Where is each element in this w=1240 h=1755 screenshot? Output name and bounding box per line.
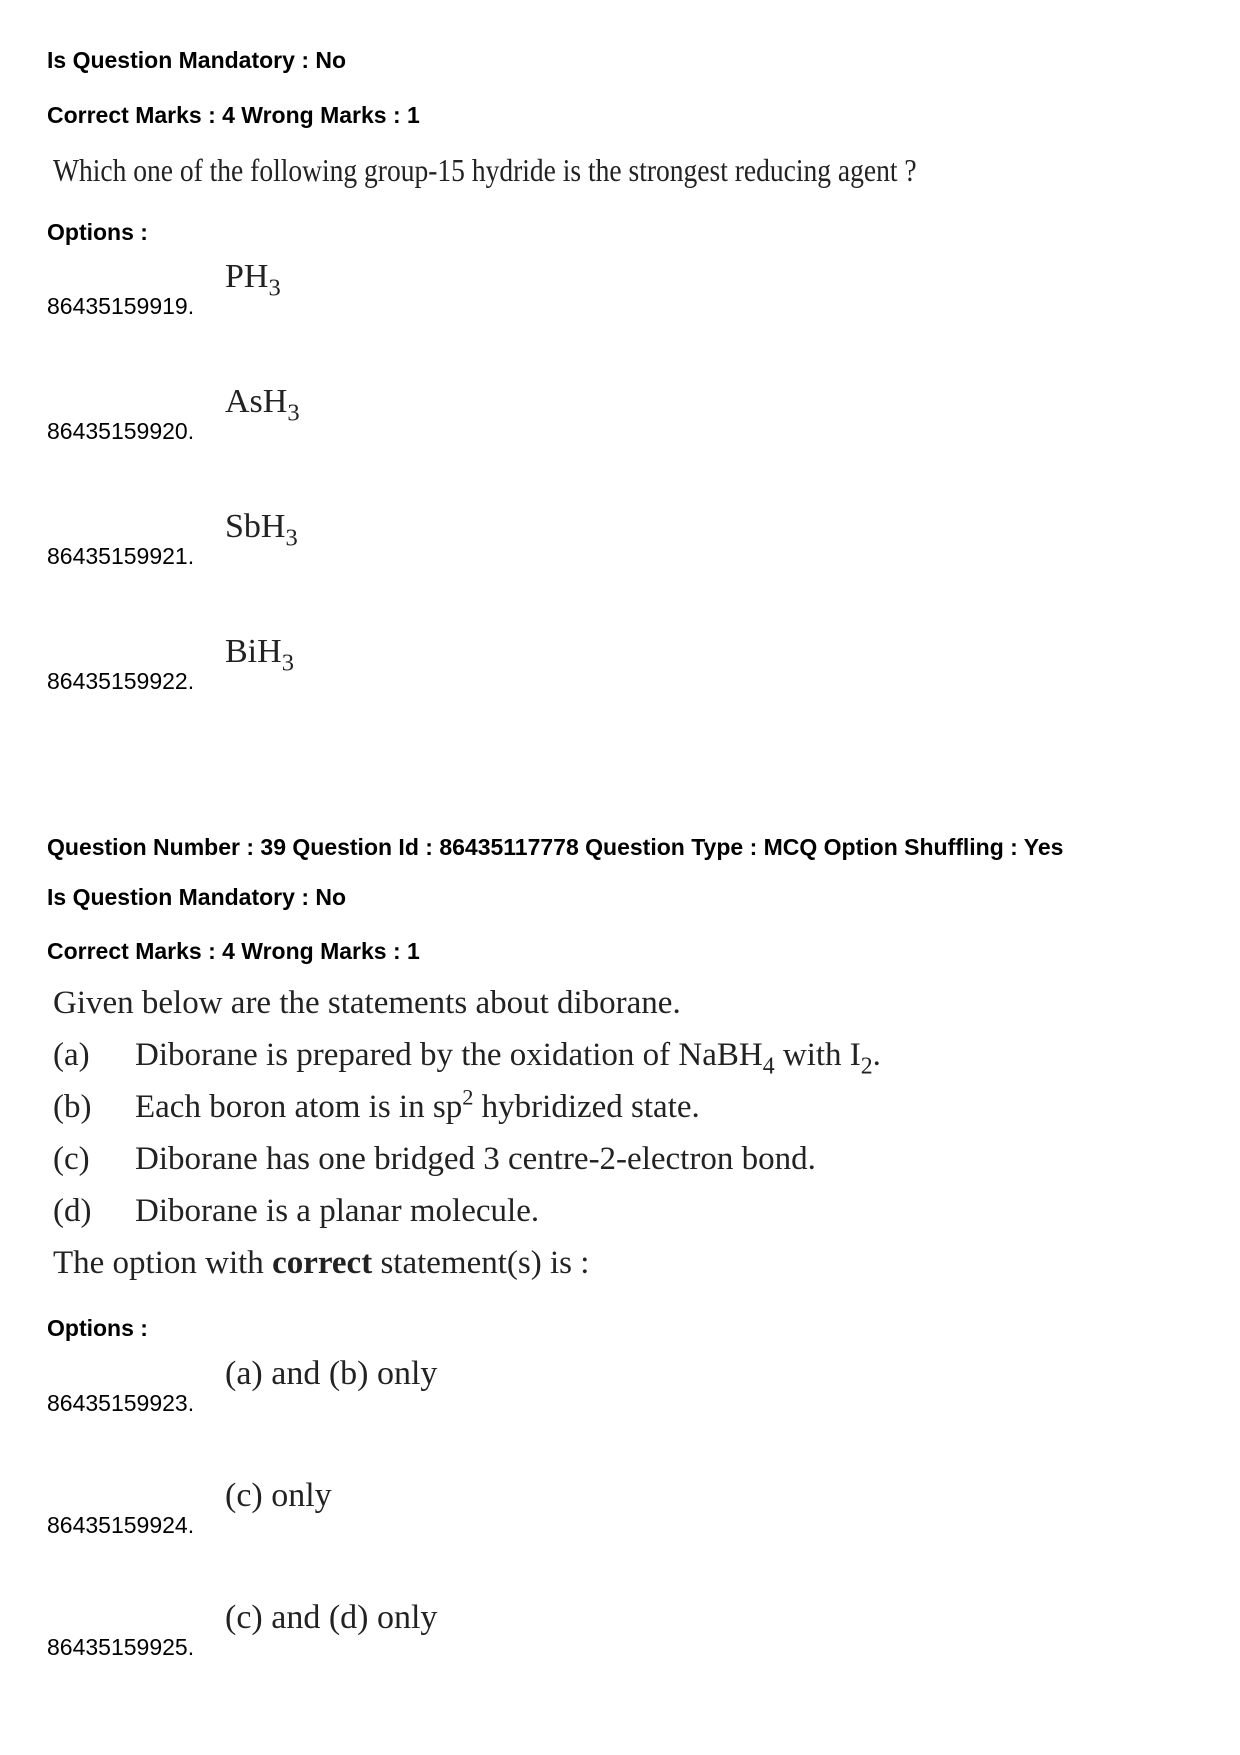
- q38-option-2[interactable]: AsH$_3$: [225, 383, 300, 427]
- q38-option-3[interactable]: SbH$_3$: [225, 508, 298, 552]
- q38-option-id-4: 86435159922.: [47, 668, 195, 694]
- q39-statement-d: (d) Diborane is a planar molecule.: [53, 1193, 540, 1229]
- q39-option-id-3: 86435159925.: [47, 1634, 195, 1660]
- q39-statement-a: (a) Diborane is prepared by the oxidation of NaBH$_4$ with $I_2$.: [53, 1037, 881, 1080]
- q38-mandatory: Is Question Mandatory : No: [47, 47, 347, 73]
- q38-question-text: Which one of the following group-15 hydride is the strongest reducing agent ?: [53, 152, 917, 188]
- q38-option-1[interactable]: $PH_3$: [225, 258, 281, 302]
- q39-intro: Given below are the statements about diborane.: [53, 985, 681, 1021]
- q38-option-4[interactable]: BiH$_3$: [225, 633, 294, 677]
- q39-option-2[interactable]: (c) only: [225, 1477, 332, 1514]
- q38-marks: Correct Marks : 4 Wrong Marks : 1: [47, 102, 420, 128]
- q38-options-label: Options :: [47, 219, 148, 245]
- q39-options-label: Options :: [47, 1315, 148, 1341]
- q38-option-id-1: 86435159919.: [47, 293, 195, 319]
- q39-prompt: The option with correct statement(s) is :: [53, 1245, 590, 1281]
- q38-option-id-3: 86435159921.: [47, 543, 195, 569]
- q39-option-id-1: 86435159923.: [47, 1390, 195, 1416]
- q39-option-3[interactable]: (c) and (d) only: [225, 1599, 438, 1636]
- q38-option-id-2: 86435159920.: [47, 418, 195, 444]
- q39-header: Question Number : 39 Question Id : 86435117778 Question Type : MCQ Option Shuffling : Yes: [47, 834, 1064, 860]
- q39-option-id-2: 86435159924.: [47, 1512, 195, 1538]
- q39-statement-c: (c) Diborane has one bridged 3 centre-2-electron bond.: [53, 1141, 816, 1177]
- q39-statement-b: (b) Each boron atom is in $sp^2$ hybridized state.: [53, 1084, 700, 1125]
- q39-option-1[interactable]: (a) and (b) only: [225, 1355, 438, 1392]
- q39-mandatory: Is Question Mandatory : No: [47, 884, 347, 910]
- q39-marks: Correct Marks : 4 Wrong Marks : 1: [47, 938, 420, 964]
